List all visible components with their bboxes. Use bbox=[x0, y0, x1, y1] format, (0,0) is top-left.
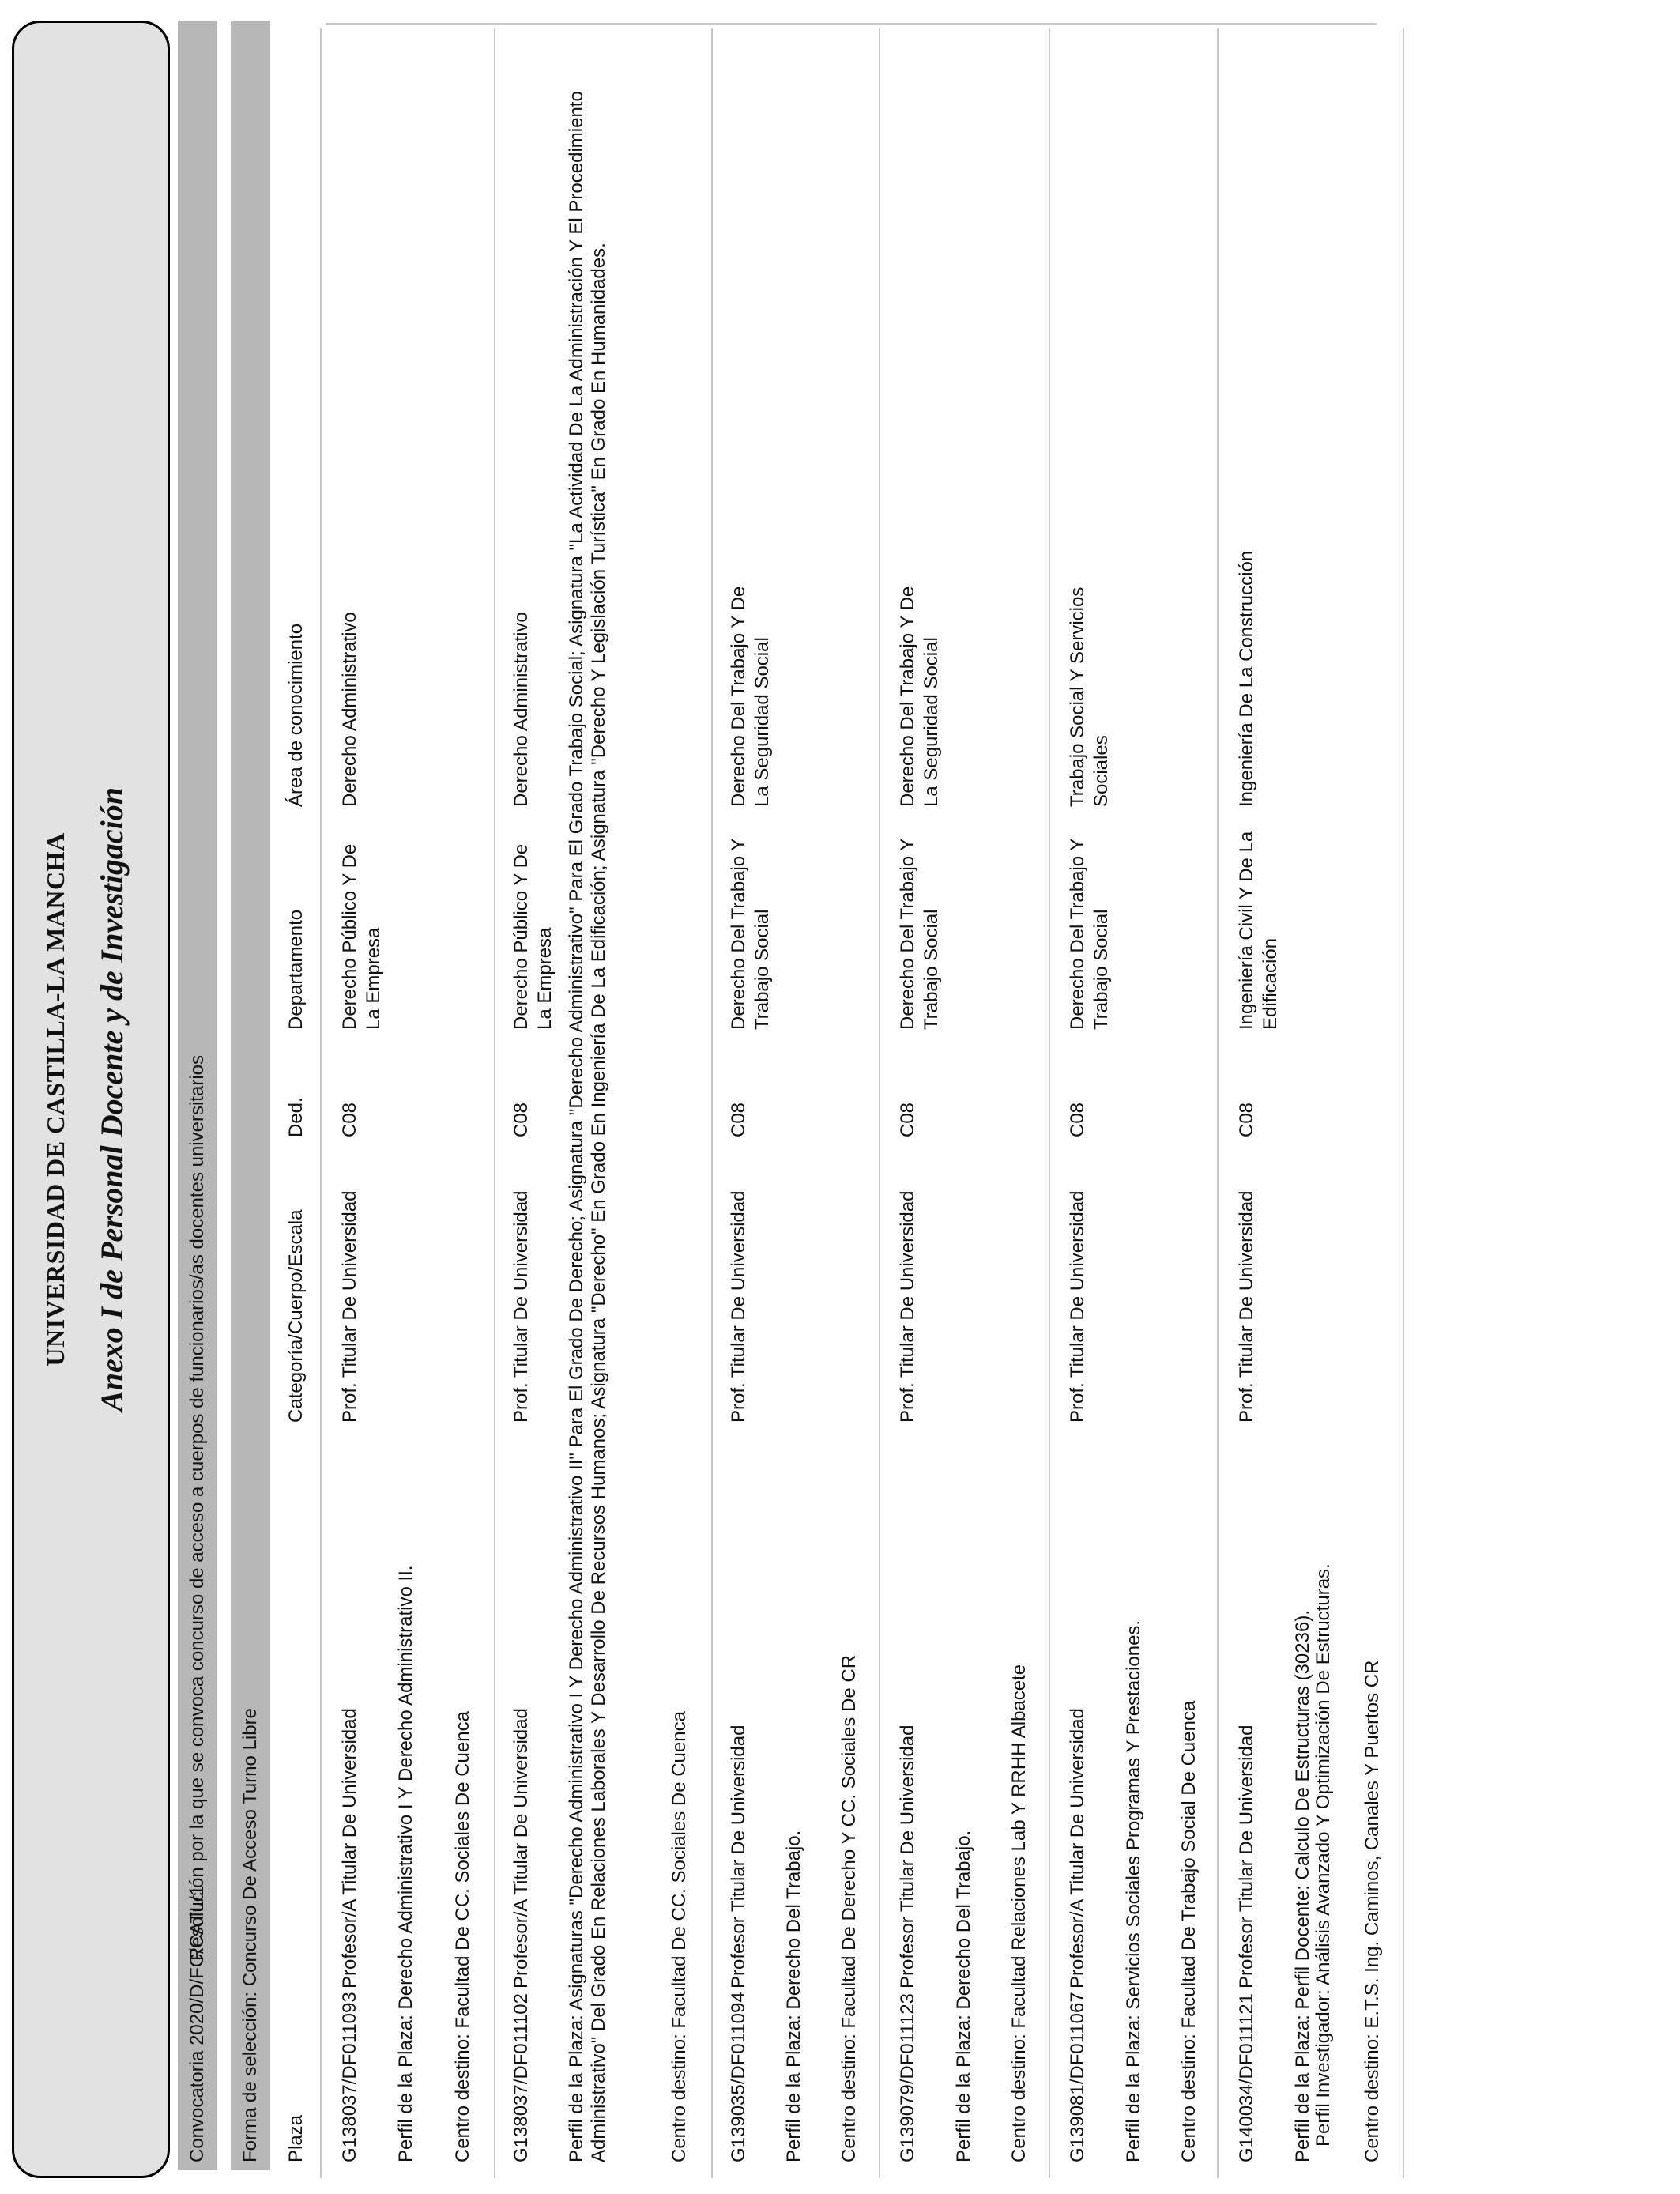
row-separator bbox=[494, 28, 495, 2178]
plaza-title: Profesor Titular De Universidad bbox=[1236, 1725, 1257, 1989]
plaza-code: G140034/DF011121 bbox=[1236, 1993, 1257, 2162]
plaza-departamento: Ingeniería Civil Y De La Edificación bbox=[1236, 831, 1281, 1030]
university-name: UNIVERSIDAD DE CASTILLA-LA MANCHA bbox=[41, 832, 70, 1367]
plaza-ded: C08 bbox=[728, 1102, 749, 1137]
plaza-ded: C08 bbox=[339, 1102, 360, 1137]
plaza-ded: C08 bbox=[897, 1102, 918, 1137]
row-separator bbox=[1049, 28, 1050, 2178]
plaza-title: Profesor Titular De Universidad bbox=[728, 1725, 749, 1989]
plaza-categoria: Prof. Titular De Universidad bbox=[339, 1190, 360, 1423]
plaza-centro: Centro destino: Facultad De CC. Sociales De Cuenca bbox=[452, 1711, 473, 2162]
plaza-area: Derecho Del Trabajo Y De La Seguridad Social bbox=[728, 586, 773, 807]
col-header-ded: Ded. bbox=[285, 1097, 307, 1137]
plaza-departamento: Derecho Público Y De La Empresa bbox=[510, 843, 556, 1030]
col-header-area: Área de conocimiento bbox=[285, 623, 307, 807]
plaza-categoria: Prof. Titular De Universidad bbox=[1067, 1190, 1088, 1423]
plaza-departamento: Derecho Del Trabajo Y Trabajo Social bbox=[728, 839, 773, 1030]
right-border bbox=[326, 23, 1377, 25]
plaza-code: G139081/DF011067 bbox=[1067, 1992, 1088, 2162]
plaza-area: Trabajo Social Y Servicios Sociales bbox=[1067, 586, 1112, 807]
plaza-departamento: Derecho Del Trabajo Y Trabajo Social bbox=[1067, 839, 1112, 1030]
plaza-area: Derecho Administrativo bbox=[339, 612, 360, 807]
plaza-centro: Centro destino: E.T.S. Ing. Caminos, Canales Y Puertos CR bbox=[1362, 1660, 1383, 2162]
plaza-perfil: Perfil de la Plaza: Derecho Del Trabajo. bbox=[783, 1830, 804, 2162]
row-separator bbox=[1217, 28, 1219, 2178]
plaza-perfil-investigador: Perfil Investigador: Análisis Avanzado Y Optimización De Estructuras. bbox=[1313, 1563, 1334, 2147]
header-box bbox=[12, 21, 170, 2178]
plaza-code: G139035/DF011094 bbox=[728, 1992, 749, 2162]
plaza-centro: Centro destino: Facultad De CC. Sociales De Cuenca bbox=[669, 1711, 690, 2162]
plaza-perfil: Perfil de la Plaza: Derecho Administrativo I Y Derecho Administrativo II. bbox=[395, 1565, 416, 2162]
plaza-departamento: Derecho Público Y De La Empresa bbox=[339, 843, 384, 1030]
col-header-categoria: Categoría/Cuerpo/Escala bbox=[285, 1209, 307, 1423]
annex-title: Anexo I de Personal Docente y de Investigación bbox=[94, 787, 130, 1412]
col-header-departamento: Departamento bbox=[285, 909, 307, 1030]
plaza-ded: C08 bbox=[1067, 1102, 1088, 1137]
plaza-title: Profesor/A Titular De Universidad bbox=[1067, 1708, 1088, 1989]
plaza-categoria: Prof. Titular De Universidad bbox=[510, 1190, 532, 1423]
plaza-ded: C08 bbox=[510, 1102, 532, 1137]
plaza-code: G138037/DF011093 bbox=[339, 1992, 360, 2162]
row-separator bbox=[879, 28, 880, 2178]
plaza-code: G139079/DF011123 bbox=[897, 1993, 918, 2162]
plaza-centro: Centro destino: Facultad Relaciones Lab Y RRHH Albacete bbox=[1008, 1664, 1030, 2162]
convocatoria-code: Convocatoria 2020/D/FC/CATL/1 bbox=[186, 1885, 208, 2162]
plaza-categoria: Prof. Titular De Universidad bbox=[1236, 1190, 1257, 1423]
plaza-title: Profesor Titular De Universidad bbox=[897, 1725, 918, 1989]
plaza-area: Derecho Del Trabajo Y De La Seguridad Social bbox=[897, 586, 942, 807]
convocatoria-bar bbox=[178, 21, 217, 2170]
plaza-departamento: Derecho Del Trabajo Y Trabajo Social bbox=[897, 839, 942, 1030]
plaza-code: G138037/DF011102 bbox=[510, 1993, 532, 2162]
plaza-perfil: Perfil de la Plaza: Derecho Del Trabajo. bbox=[953, 1830, 974, 2162]
plaza-perfil: Perfil de la Plaza: Perfil Docente: Calculo De Estructuras (30236). bbox=[1292, 1610, 1313, 2162]
selection-form: Forma de selección: Concurso De Acceso Turno Libre bbox=[239, 1708, 261, 2162]
plaza-title: Profesor/A Titular De Universidad bbox=[510, 1708, 532, 1989]
row-separator bbox=[711, 28, 713, 2178]
selection-bar bbox=[231, 21, 270, 2170]
plaza-area: Derecho Administrativo bbox=[510, 612, 532, 807]
plaza-categoria: Prof. Titular De Universidad bbox=[897, 1190, 918, 1423]
plaza-ded: C08 bbox=[1236, 1102, 1257, 1137]
row-separator bbox=[1403, 28, 1404, 2178]
plaza-title: Profesor/A Titular De Universidad bbox=[339, 1708, 360, 1989]
plaza-centro: Centro destino: Facultad De Derecho Y CC. Sociales De CR bbox=[838, 1654, 860, 2162]
row-separator bbox=[320, 28, 322, 2178]
plaza-centro: Centro destino: Facultad De Trabajo Social De Cuenca bbox=[1178, 1700, 1200, 2162]
plaza-categoria: Prof. Titular De Universidad bbox=[728, 1190, 749, 1423]
convocatoria-resolution: Resolución por la que se convoca concurso de acceso a cuerpos de funcionarios/as docentes universitarios bbox=[186, 1055, 208, 1961]
plaza-perfil: Perfil de la Plaza: Servicios Sociales Programas Y Prestaciones. bbox=[1123, 1619, 1144, 2162]
col-header-plaza: Plaza bbox=[285, 2114, 307, 2162]
plaza-area: Ingeniería De La Construcción bbox=[1236, 550, 1257, 807]
plaza-perfil: Perfil de la Plaza: Asignaturas "Derecho Administrativo I Y Derecho Administrativo II" Para El Grado De Derecho; Asignatura "Derecho Administrativo" Para El Grado Trabajo Social; Asignatura "La Actividad De La Administración Y El Procedimiento Administrativo" Del Grado En Relaciones Laborales Y Desarrollo De Recursos Humanos; Asignatura "Derecho" En Grado En Ingeniería De La Edificación; Asignatura "Derecho Y Legislación Turística" En Grado En Humanidades. bbox=[566, 91, 609, 2162]
